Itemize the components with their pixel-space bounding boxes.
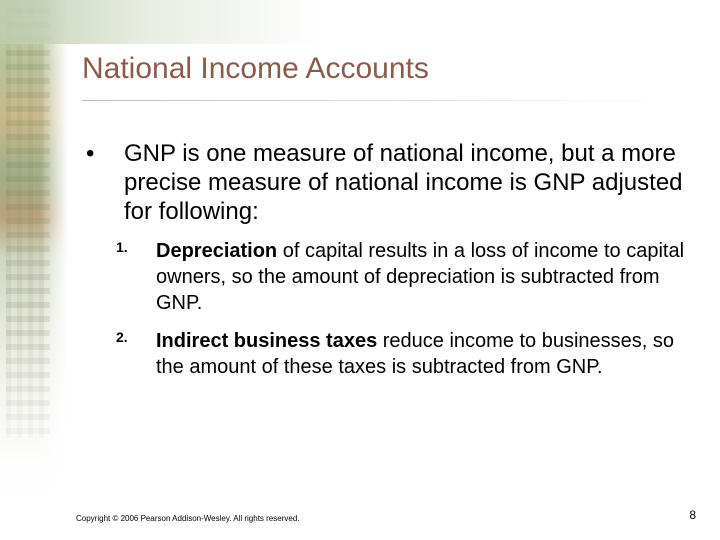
list-item-term: Depreciation <box>156 240 278 262</box>
copyright-footer: Copyright © 2006 Pearson Addison-Wesley. All rights reserved. <box>76 514 300 523</box>
slide-title: National Income Accounts <box>82 52 429 85</box>
list-item-body <box>156 238 696 316</box>
page-number: 8 <box>689 508 696 522</box>
list-item-number: 2. <box>116 329 128 345</box>
list-item-body <box>156 328 696 380</box>
main-point-text: GNP is one measure of national income, but a more precise measure of national income is GNP adjusted for following: <box>124 140 683 225</box>
list-item-text: reduce income to businesses, so the amount of these taxes is subtracted from GNP. <box>156 330 675 378</box>
bullet-marker: • <box>86 140 95 167</box>
list-item-text: of capital results in a loss of income to capital owners, so the amount of depreciation is subtracted from GNP. <box>156 240 685 314</box>
title-divider <box>82 100 682 101</box>
decorative-photo-strip <box>0 0 68 540</box>
list-item-term: Indirect business taxes <box>156 330 378 352</box>
list-item-number: 1. <box>116 239 128 255</box>
decorative-top-band <box>0 0 720 44</box>
